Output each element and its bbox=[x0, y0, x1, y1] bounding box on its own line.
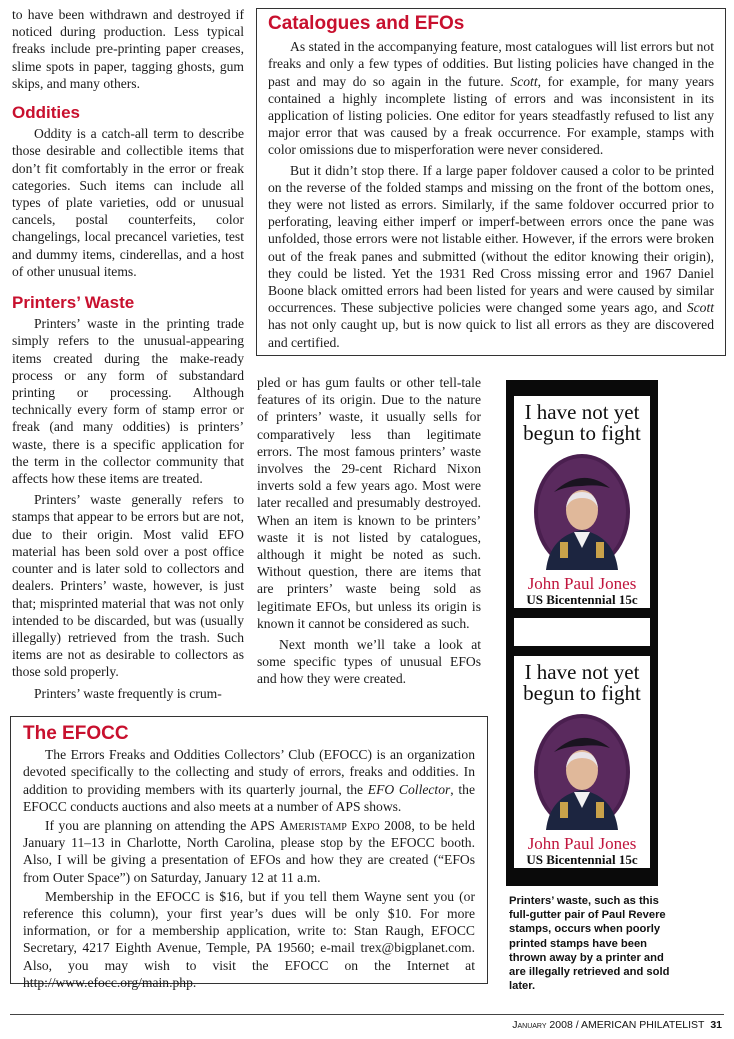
portrait-icon bbox=[532, 452, 632, 572]
page-number: 31 bbox=[710, 1019, 722, 1031]
perforation-row bbox=[514, 649, 650, 655]
portrait-icon bbox=[532, 712, 632, 832]
oddities-heading: Oddities bbox=[12, 103, 81, 123]
footer-rule bbox=[10, 1014, 724, 1015]
catalogues-paragraph-2: But it didn’t stop there. If a large paper foldover caused a color to be printed on the reverse of the folded stamps and missing on the front of the bottom ones, they were not listed as errors. Similarly, if the same foldover occurred prior to perforating, leaving either imperf or imperf-between errors once the pane was unfolded, those errors were not listable either. However, if the errors were broken out of the freak panes and submitted (without the editor knowing their origin), they could be listed. Yet the 1931 Red Cross missing error and 1967 Daniel Boone black omitted errors had been listed for years and were caused by similar occurrences. These subjective policies were changed some years ago, and Scott has not only caught up, but is now quick to list all errors as they are discovered and certified. bbox=[268, 162, 714, 350]
footer-publication: 2008 / AMERICAN PHILATELIST bbox=[546, 1019, 705, 1031]
middle-paragraph-1: pled or has gum faults or other tell-tale features of its origin. Due to the nature of printers’ waste, it usually sells for comparatively less than legitimate errors. The most famous printers’ waste involves the 29-cent Richard Nixon inverts sold a few years ago. Most were later recalled and presumably destroyed. When an item is known to be printers’ waste it is not listed by catalogues, although it might be noted as such. Without question, there are items that are printers’ waste being sold as legitimate EFOs, but unless its origin is known it cannot be considered as such. bbox=[257, 375, 481, 631]
printers-waste-paragraph-1: Printers’ waste in the printing trade simply refers to the unusual-appearing items created during the make-ready process or any form of substandard printing or processing. Although technically every form of stamp error or freak (and many oddities) is printers’ waste, there is a specific application for the term in the collector community that affects how these items are treated. bbox=[12, 316, 244, 487]
catalogues-heading: Catalogues and EFOs bbox=[268, 13, 465, 34]
stamp-top bbox=[514, 396, 650, 608]
stamp-top-slogan: I have not yet begun to fight bbox=[523, 400, 641, 445]
efocc-box bbox=[10, 716, 488, 990]
page-footer bbox=[430, 1019, 722, 1031]
middle-paragraph-2: Next month we’ll take a look at some specific types of unusual EFOs and how they were created. bbox=[257, 637, 481, 687]
stamp-bottom bbox=[514, 656, 650, 868]
stamp-pair-image bbox=[506, 380, 658, 886]
gutter bbox=[514, 618, 650, 646]
left-column bbox=[12, 6, 244, 702]
intro-paragraph: to have been withdrawn and destroyed if noticed during production. Less typical freaks include pre-printing paper creases, slime spots in paper, tagging ghosts, gum skips, and many others. bbox=[12, 7, 244, 91]
efocc-paragraph-3: Membership in the EFOCC is $16, but if you tell them Wayne sent you (or reference this column), your first year’s dues will be only $10. For more information, or for a membership application, write to: Stan Raugh, EFOCC Secretary, 4217 Eighth Avenue, Temple, PA 19560; e-mail trex@bigplanet.com. Also, you may wish to visit the EFOCC on the Internet at http://www.efocc.org/main.php. bbox=[23, 888, 475, 990]
oddities-paragraph: Oddity is a catch-all term to describe those desirable and collectible items that don’t fit comfortably in the error or freak categories. Such items can include all types of plate varieties, odd or unusual cancels, postal counterfeits, color changelings, local precancel varieties, test and dummy items, cinderellas, and a host of other unusual items. bbox=[12, 126, 244, 279]
stamp-bottom-name: John Paul Jones bbox=[527, 834, 637, 853]
efocc-heading: The EFOCC bbox=[23, 723, 129, 744]
catalogues-paragraph-1: As stated in the accompanying feature, most catalogues will list errors but not freaks and only a few types of oddities. But listing policies have changed in the past and may do so again in the future. Scott, for example, for many years contained a highly incomplete listing of errors and was inconsistent in its application of listing policies. One editor for years steadfastly refused to list any major error that was caused by a freak occurrence. For example, stamps with color omissions due to misperforation were never considered. bbox=[268, 39, 714, 158]
image-caption: Printers’ waste, such as this full-gutter pair of Paul Revere stamps, occurs when poorly printed stamps have been thrown away by a printer and are illegally retrieved and sold later. bbox=[509, 895, 670, 993]
middle-column bbox=[257, 374, 481, 688]
footer-month: January bbox=[512, 1019, 547, 1031]
stamp-top-subtitle: US Bicentennial 15c bbox=[526, 592, 638, 607]
perforation-row bbox=[514, 611, 650, 617]
catalogues-box bbox=[256, 8, 726, 356]
efocc-paragraph-1: The Errors Freaks and Oddities Collectors’ Club (EFOCC) is an organization devoted specifically to the collecting and study of errors, freaks and oddities. In addition to providing members with its quarterly journal, the EFO Collector, the EFOCC conducts auctions and also meets at a number of APS shows. bbox=[23, 747, 475, 814]
printers-waste-heading: Printers’ Waste bbox=[12, 293, 135, 313]
printers-waste-paragraph-2: Printers’ waste generally refers to stamps that appear to be errors but are not, due to their origin. Most valid EFO material has been sold over a post office counter and is later sold to collectors and dealers. Printers’ waste, however, is just that; misprinted material that was not only intended to be discarded, but was (usually illegally) retrieved from the trash. Such items are not as desirable to collectors as those sold properly. bbox=[12, 492, 244, 680]
stamp-bottom-subtitle: US Bicentennial 15c bbox=[526, 852, 638, 867]
printers-waste-paragraph-3: Printers’ waste frequently is crum- bbox=[34, 685, 222, 701]
stamp-bottom-slogan: I have not yet begun to fight bbox=[523, 660, 641, 705]
stamp-top-name: John Paul Jones bbox=[527, 574, 637, 593]
efocc-paragraph-2: If you are planning on attending the APS Ameristamp Expo 2008, to be held January 11–13 in Charlotte, North Carolina, please stop by the EFOCC booth. Also, I will be giving a presentation of EFOs and how they are created (“EFOs from Outer Space”) on Saturday, January 12 at 11 a.m. bbox=[23, 818, 475, 885]
